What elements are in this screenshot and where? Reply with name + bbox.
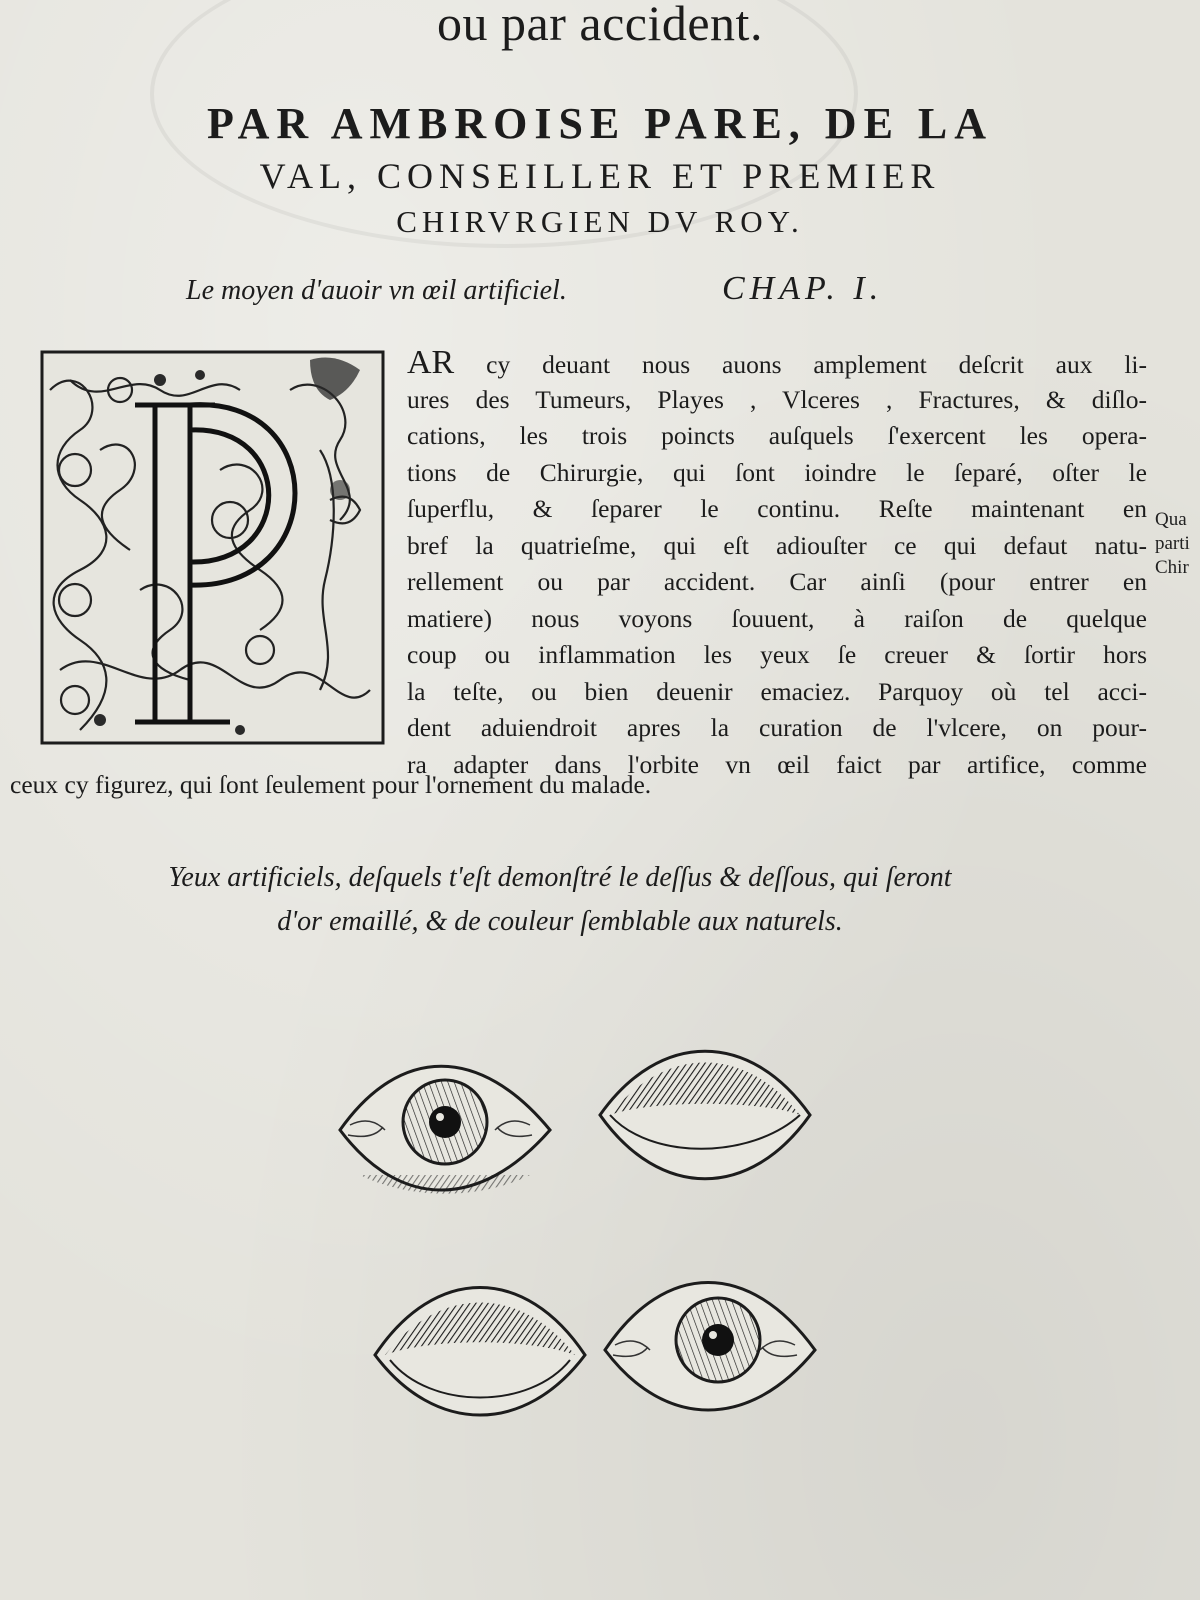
author-line-3: CHIRVRGIEN DV ROY. <box>396 204 804 239</box>
author-line-1: PAR AMBROISE PARE, DE LA <box>206 99 994 148</box>
decorated-initial-p <box>40 350 385 745</box>
eye-front-top-left <box>340 1066 550 1194</box>
body-line: bref la quatrieſme, qui eſt adiouſter ce qui defaut natu- <box>407 530 1147 560</box>
marginal-note-line: Qua <box>1155 509 1187 530</box>
body-line: ures des Tumeurs, Playes , Vlceres , Fractures, & diſlo- <box>407 384 1147 414</box>
eye-shell-back-top-right <box>600 1051 810 1179</box>
eye-shell-back-bottom-left <box>375 1288 585 1416</box>
marginal-note-line: parti <box>1155 533 1190 554</box>
body-line: dent aduiendroit apres la curation de l'vlcere, on pour- <box>407 713 1147 742</box>
body-line: ſuperflu, & ſeparer le continu. Reſte maintenant en <box>407 494 1147 523</box>
body-line: coup ou inflammation les yeux ſe creuer & ſortir hors <box>407 640 1147 669</box>
body-line: la teſte, ou bien deuenir emaciez. Parquoy où tel acci- <box>407 676 1147 706</box>
body-first-line-rest: cy deuant nous auons amplement deſcrit aux li- <box>454 350 1147 379</box>
body-line: cations, les trois poincts auſquels ſ'exercent les opera- <box>407 421 1147 450</box>
chapter-body <box>407 345 1147 783</box>
chapter-number: CHAP. I. <box>722 270 884 307</box>
body-line: ra adapter dans l'orbite vn œil faict par artifice, comme <box>407 749 1147 779</box>
chapter-title: Le moyen d'auoir vn œil artificiel. <box>186 275 567 306</box>
marginal-note-line: Chir <box>1155 557 1189 578</box>
body-line <box>407 345 1147 382</box>
figure-caption-line-1: Yeux artificiels, deſquels t'eſt demonſtré le deſſus & deſſous, qui ſeront <box>168 862 952 893</box>
figure-caption-line-2: d'or emaillé, & de couleur ſemblable aux naturels. <box>277 906 843 937</box>
body-last-line: ceux cy figurez, qui ſont ſeulement pour l'ornement du malade. <box>10 770 652 799</box>
body-line: matiere) nous voyons ſouuent, à raiſon de quelque <box>407 603 1147 633</box>
body-first-smallcaps: AR <box>407 344 455 381</box>
artificial-eyes-figure <box>330 1040 850 1440</box>
marginal-note <box>1155 508 1190 580</box>
eye-front-bottom-right <box>605 1283 815 1411</box>
author-line-2: VAL, CONSEILLER ET PREMIER <box>259 156 941 196</box>
section-top-line: ou par accident. <box>437 0 763 51</box>
body-line: rellement ou par accident. Car ainſi (pour entrer en <box>407 567 1147 596</box>
body-line: tions de Chirurgie, qui ſont ioindre le ſeparé, oſter le <box>407 457 1147 487</box>
